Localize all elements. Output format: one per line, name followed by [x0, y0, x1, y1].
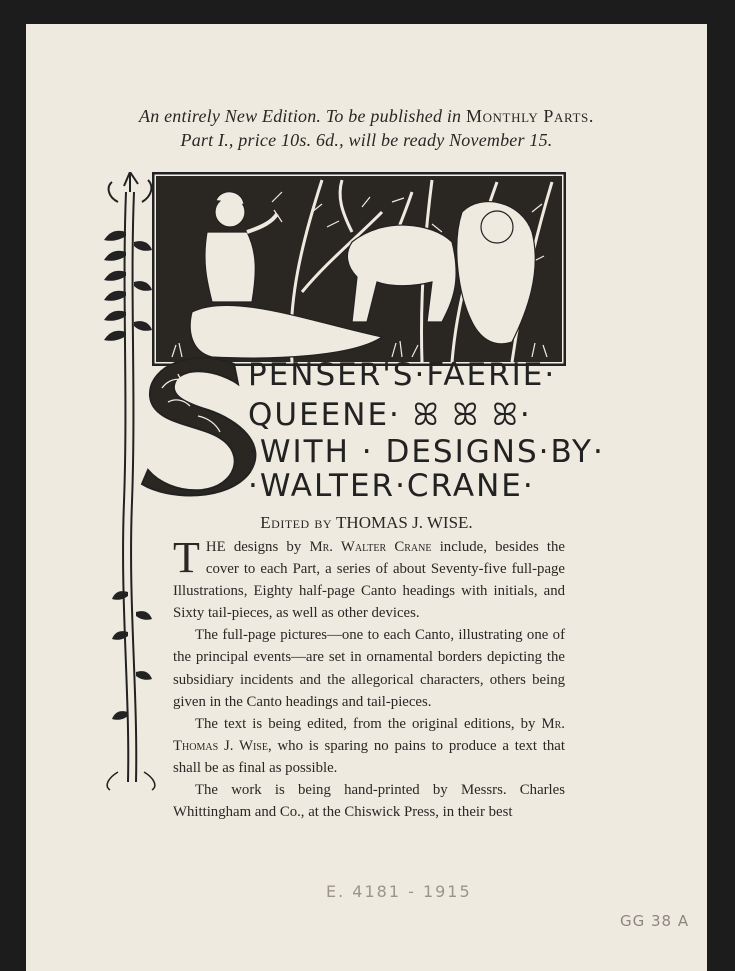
paragraph-3-name: Mr. Thomas J. Wise [173, 715, 565, 754]
title-line-4: ·WALTER·CRANE· [248, 468, 535, 504]
editor-name: THOMAS J. WISE. [336, 513, 473, 532]
edited-by-prefix: Edited by [260, 513, 333, 532]
announcement-text-a: An entirely New Edition. To be published in [139, 106, 466, 126]
announcement-line-2: Part I., price 10s. 6d., will be ready November 15. [180, 130, 553, 150]
paragraph-1-text-b: include, besides the cover to each Part, a series of about Seventy-five full-page Illustrations, Eighty half-page Canto headings with initials, and Sixty tail-pieces, as well as other devices. [173, 539, 565, 622]
paragraph-2: The full-page pictures—one to each Canto, illustrating one of the principal events—are set in ornamental borders depicting the subsidiary incidents and the allegorical characters, others being given in the Canto headings and tail-pieces. [173, 627, 565, 710]
inventory-number: E. 4181 - 1915 [326, 882, 472, 901]
drop-cap-t: T [173, 533, 200, 582]
paper-sheet [26, 24, 707, 971]
paragraph-1-name: Mr. Walter Crane [309, 539, 432, 555]
woodcut-illustration [152, 172, 566, 366]
catalogue-code: GG 38 A [620, 912, 690, 930]
title-line-3: ·WITH · DESIGNS·BY· [248, 434, 605, 470]
body-text [173, 533, 565, 823]
ornamental-initial-s [138, 354, 266, 498]
paragraph-3-text-a: The text is being edited, from the original editions, by [195, 715, 542, 732]
paragraph-3-text-b: , who is sparing no pains to produce a text that shall be as final as possible. [173, 737, 565, 776]
announcement-line-1 [26, 106, 707, 127]
announcement-text-b: Monthly Parts. [465, 106, 594, 126]
paragraph-4: The work is being hand-printed by Messrs. Charles Whittingham and Co., at the Chiswick Press, in their best [173, 782, 565, 821]
paragraph-3 [173, 713, 565, 779]
title-line-1: PENSER'S·FAERIE· [248, 357, 557, 393]
paragraph-1 [173, 533, 565, 624]
title-line-2: QUEENE· ꕤ ꕤ ꕤ· [248, 397, 532, 433]
edited-by-line [26, 513, 707, 533]
paragraph-1-text-a: HE designs by [205, 539, 310, 555]
